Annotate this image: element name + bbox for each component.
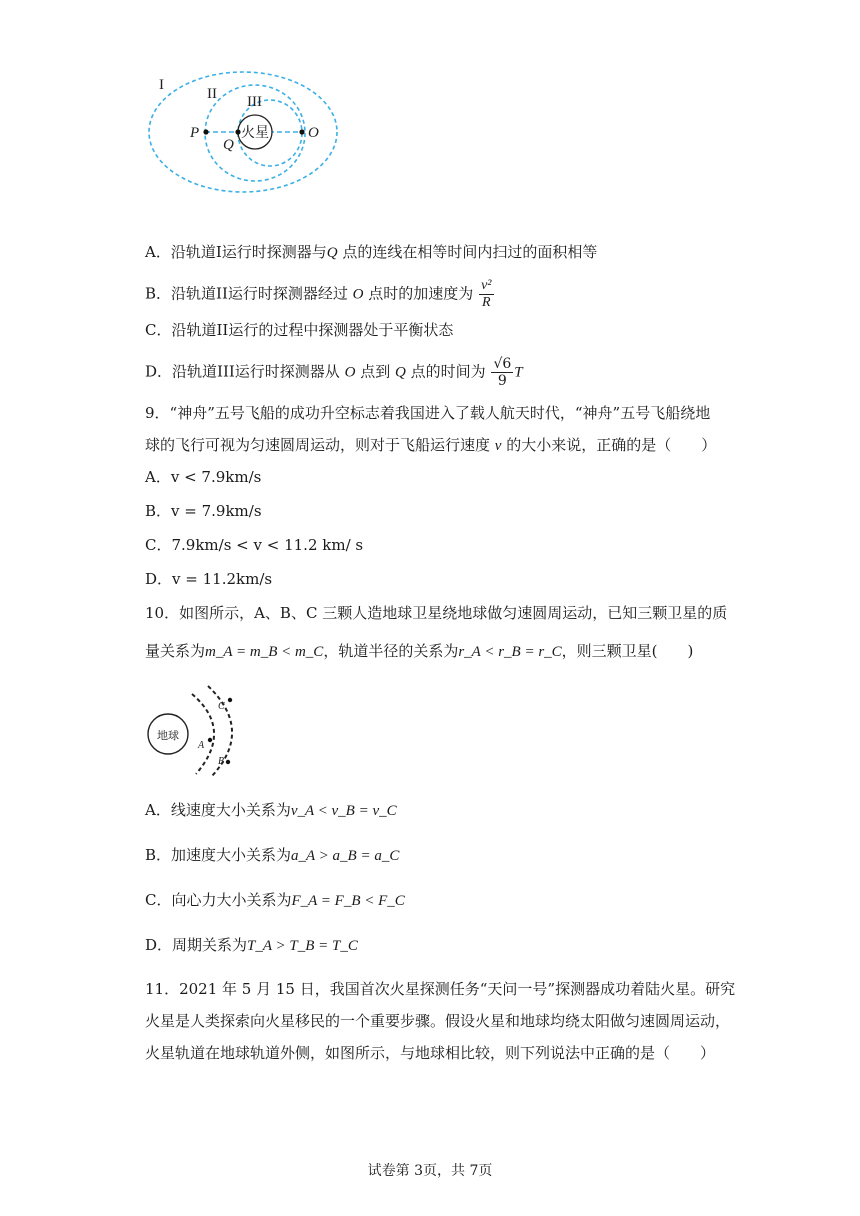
point-P (203, 129, 208, 134)
label-III: III (247, 94, 262, 110)
q10-stem-line1: 10．如图所示，A、B、C 三颗人造地球卫星绕地球做匀速圆周运动，已知三颗卫星的质 (145, 604, 728, 622)
label-O: O (308, 125, 319, 141)
q11-line1: 11．2021 年 5 月 15 日，我国首次火星探测任务“天问一号”探测器成功着陆火星。研究 (145, 980, 736, 998)
q11-line2: 火星是人类探索向火星移民的一个重要步骤。假设火星和地球均绕太阳做匀速圆周运动， (145, 1012, 731, 1030)
q9-stem-line2: 球的飞行可视为匀速圆周运动，则对于飞船运行速度 v 的大小来说，正确的是（ ） (145, 436, 717, 454)
q8-option-c: C．沿轨道II运行的过程中探测器处于平衡状态 (145, 321, 454, 339)
point-O (299, 129, 304, 134)
satellite-B (226, 760, 230, 764)
q8-option-a: A．沿轨道I运行时探测器与Q 点的连线在相等时间内扫过的面积相等 (145, 243, 598, 261)
q8-option-d: D．沿轨道III运行时探测器从 O 点到 Q 点的时间为 $\frac{√6}{9}$ T (145, 356, 523, 389)
q10-stem-line2: 量关系为m_A = m_B < m_C，轨道半径的关系为r_A < r_B = r_C，则三颗卫星( ) (145, 642, 694, 660)
satellite-diagram (142, 682, 252, 778)
q10-option-a: A．线速度大小关系为v_A < v_B = v_C (145, 801, 397, 819)
label-II: II (207, 86, 217, 102)
label-I: I (159, 77, 164, 93)
satellite-A (208, 738, 212, 742)
q9-option-b: B．v = 7.9km/s (145, 502, 262, 520)
q9-option-c: C．7.9km/s < v < 11.2 km/ s (145, 536, 364, 554)
q9-option-a: A．v < 7.9km/s (145, 468, 262, 486)
q11-line3: 火星轨道在地球轨道外侧，如图所示，与地球相比较，则下列说法中正确的是（ ） (145, 1044, 716, 1062)
mars-label: 火星 (241, 125, 269, 141)
orbit-diagram (145, 62, 345, 202)
label-P: P (190, 125, 200, 141)
q9-option-d: D．v = 11.2km/s (145, 570, 273, 588)
earth-label: 地球 (157, 729, 179, 742)
q10-option-d: D．周期关系为T_A > T_B = T_C (145, 936, 358, 954)
label-sat-A: A (198, 740, 205, 751)
q9-stem-line1: 9．“神舟”五号飞船的成功升空标志着我国进入了载人航天时代，“神舟”五号飞船绕地 (145, 404, 711, 422)
point-Q (235, 129, 240, 134)
q8-option-b: B．沿轨道II运行时探测器经过 O 点时的加速度为 $\frac{\text{v²}}{R}$ (145, 278, 492, 310)
satellite-C (228, 698, 232, 702)
page-footer: 试卷第 3页，共 7页 (367, 1163, 493, 1179)
fraction-sqrt6-over-9: $\frac{√6}{9}$ (493, 356, 512, 389)
fraction-v2-over-r: $\frac{\text{v²}}{R}$ (481, 278, 492, 310)
q10-option-c: C．向心力大小关系为F_A = F_B < F_C (145, 891, 405, 909)
label-sat-C: C (218, 701, 225, 712)
q10-option-b: B．加速度大小关系为a_A > a_B = a_C (145, 846, 400, 864)
label-sat-B: B (218, 756, 225, 767)
label-Q: Q (223, 137, 234, 153)
orbit-A (192, 694, 214, 774)
